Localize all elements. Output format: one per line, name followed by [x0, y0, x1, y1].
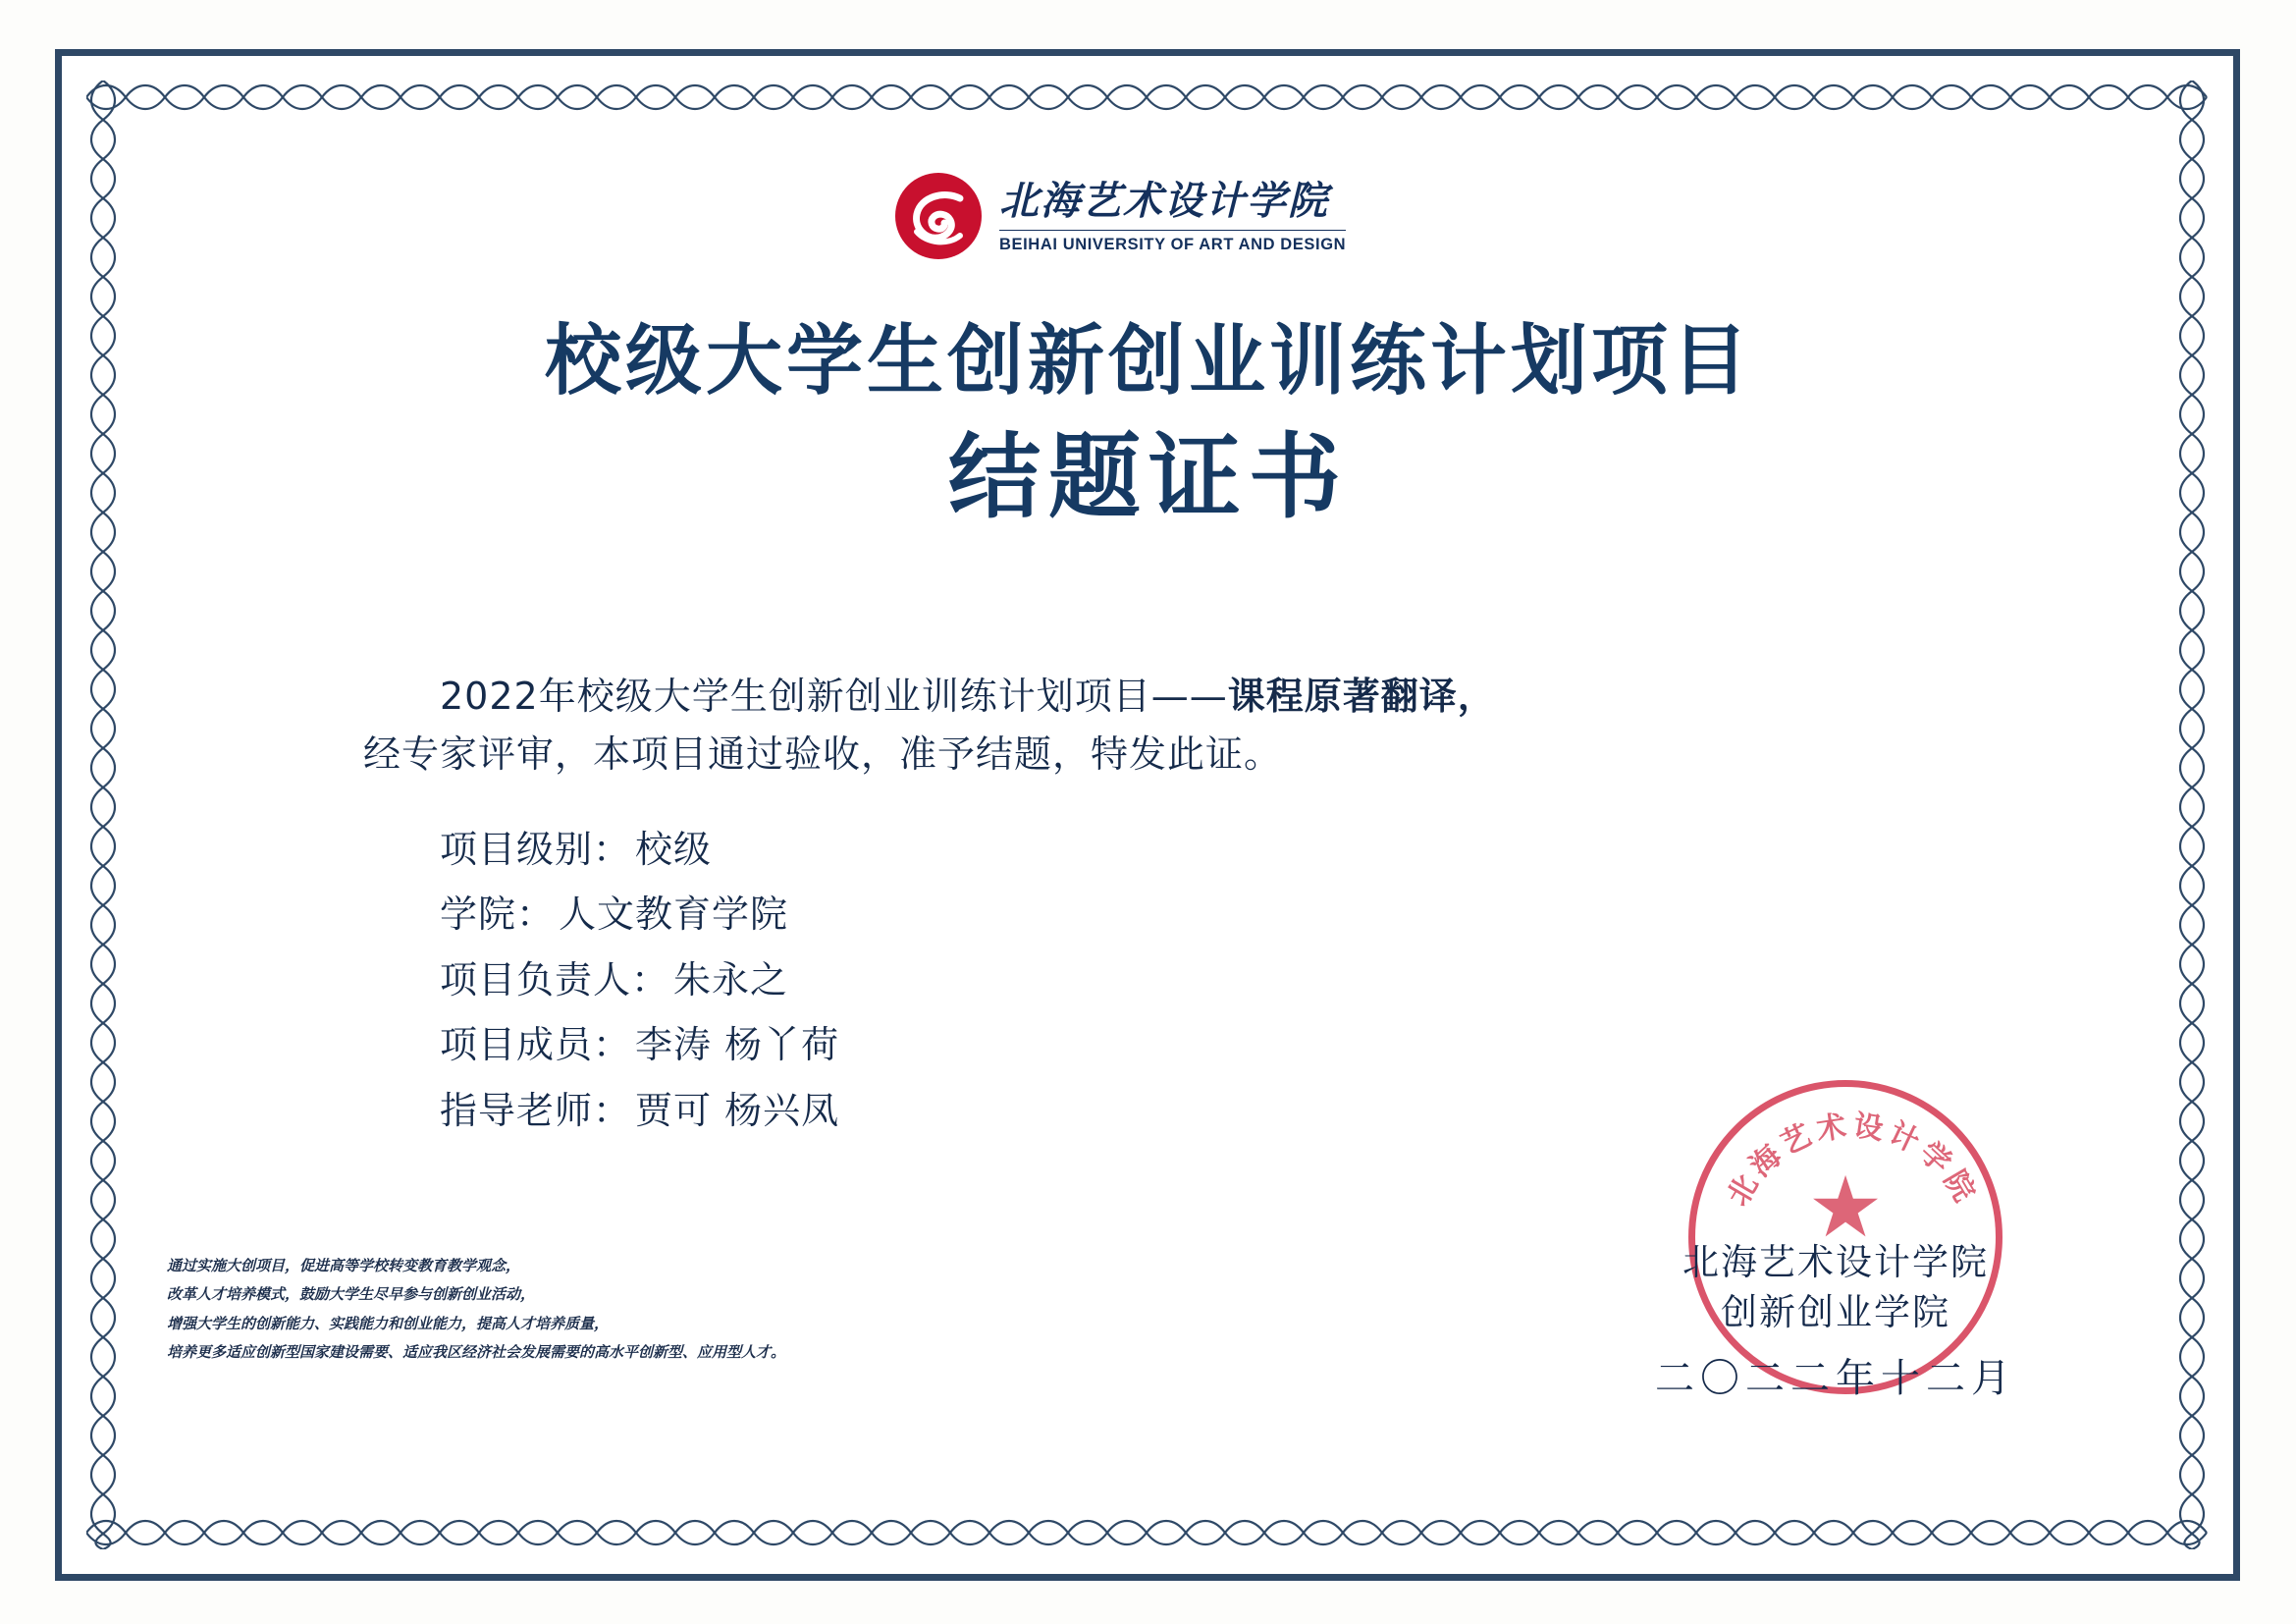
- field-label: 项目成员：: [440, 1023, 632, 1067]
- field-value: 李涛 杨丫荷: [635, 1023, 840, 1067]
- field-value: 校级: [635, 827, 713, 871]
- field-value: 朱永之: [673, 957, 789, 1001]
- project-name: 课程原著翻译，: [1227, 675, 1496, 718]
- red-official-seal-icon: 北海艺术设计学院 ★: [1688, 1080, 2002, 1394]
- issue-date: 二〇二二年十二月: [1655, 1356, 2016, 1401]
- body-intro-prefix: 2022年校级大学生创新创业训练计划项目——: [440, 675, 1228, 718]
- field-label: 指导老师：: [440, 1088, 632, 1132]
- field-value: 贾可 杨兴凤: [635, 1088, 840, 1132]
- field-label: 学院：: [440, 893, 556, 937]
- issuer-line-1: 北海艺术设计学院: [1682, 1241, 1989, 1283]
- certificate-body: [363, 668, 1934, 1143]
- footnote-line-3: 增强大学生的创新能力、实践能力和创业能力，提高人才培养质量，: [167, 1314, 610, 1332]
- institution-logo: [893, 162, 1423, 270]
- field-college: [363, 882, 1934, 947]
- institution-name-cn: 北海艺术设计学院: [999, 178, 1329, 224]
- field-value: 人文教育学院: [559, 893, 789, 937]
- border-rope-bottom: [86, 1516, 2209, 1549]
- certificate-content: [128, 118, 2169, 1512]
- field-project-level: [363, 817, 1934, 883]
- footnote-line-1: 通过实施大创项目，促进高等学校转变教育教学观念，: [167, 1257, 521, 1274]
- signature-area: [1531, 1080, 2140, 1463]
- field-project-members: [363, 1012, 1934, 1078]
- body-statement: 经专家评审，本项目通过验收，准予结题，特发此证。: [363, 731, 1283, 776]
- field-project-leader: [363, 947, 1934, 1013]
- body-intro-line: [363, 668, 1934, 726]
- university-swirl-logo-icon: [893, 171, 984, 261]
- field-label: 项目级别：: [440, 827, 632, 871]
- footnote-block: [167, 1252, 1050, 1367]
- issuer-name: [1531, 1237, 2140, 1337]
- field-label: 项目负责人：: [440, 957, 670, 1001]
- footnote-line-2: 改革人才培养模式，鼓励大学生尽早参与创新创业活动，: [167, 1285, 536, 1304]
- issuer-line-2: 创新创业学院: [1721, 1291, 1950, 1334]
- certificate-title-line2: 结题证书: [947, 424, 1349, 531]
- svg-text:北海艺术设计学院: 北海艺术设计学院: [1721, 1109, 1984, 1213]
- border-rope-top: [86, 81, 2209, 114]
- border-rope-right: [2175, 81, 2209, 1549]
- footnote-line-4: 培养更多适应创新型国家建设需要、适应我区经济社会发展需要的高水平创新型、应用型人才。: [167, 1342, 786, 1361]
- institution-name-en: BEIHAI UNIVERSITY OF ART AND DESIGN: [999, 230, 1346, 254]
- border-rope-left: [86, 81, 120, 1549]
- certificate-title-line1: 校级大学生创新创业训练计划项目: [544, 317, 1752, 406]
